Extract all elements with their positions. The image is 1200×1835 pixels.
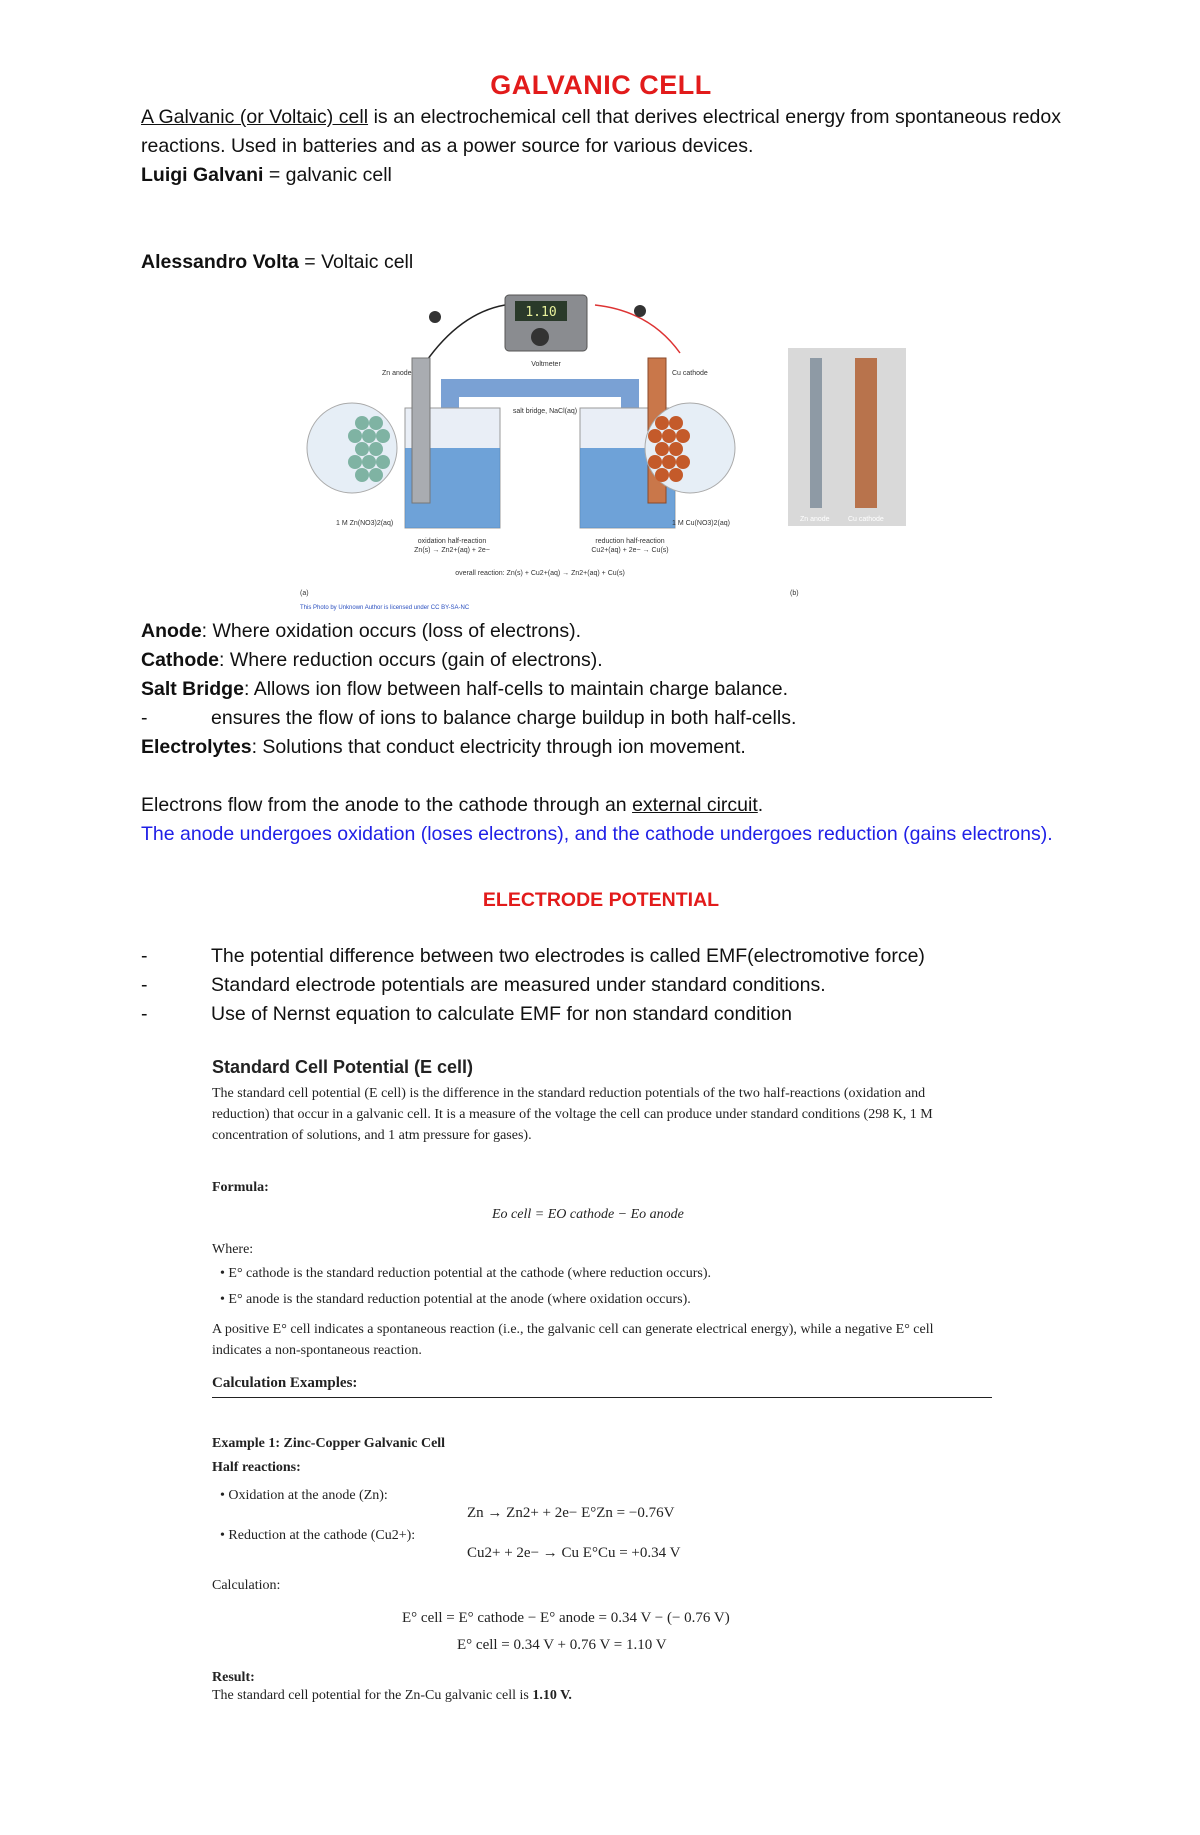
external-circuit-term: external circuit xyxy=(632,794,758,816)
volta-name: Alessandro Volta xyxy=(141,251,299,273)
definition-anode xyxy=(141,617,1061,646)
right-solution-label: 1 M Cu(NO3)2(aq) xyxy=(672,520,730,527)
spacer xyxy=(141,219,1061,248)
calculation-rule xyxy=(212,1397,992,1398)
reduction-text: Reduction at the cathode (Cu2+): xyxy=(228,1528,416,1543)
intro-text: is an electrochemical cell that derives electrical energy from spontaneous redox reactions. Used in batteries and as a power source for various devices. xyxy=(141,106,1061,157)
photo-cu-label: Cu cathode xyxy=(848,516,884,523)
standard-cell-heading: Standard Cell Potential (E cell) xyxy=(212,1057,474,1077)
zn-anode-label: Zn anode xyxy=(382,370,412,377)
result-line xyxy=(212,1685,572,1706)
definition-term: Anode xyxy=(141,620,202,642)
definition-electrolytes xyxy=(141,733,1061,762)
page-title: GALVANIC CELL xyxy=(490,70,712,100)
electron-icon xyxy=(429,311,441,323)
where-label: Where: xyxy=(212,1242,254,1257)
reduction-label: reduction half-reaction xyxy=(595,538,665,545)
reduction-equation-text: Cu2+ + 2e− → Cu E°Cu = +0.34 V xyxy=(467,1545,681,1561)
oxidation-equation-text: Zn → Zn2+ + 2e− E°Zn = −0.76V xyxy=(467,1505,675,1521)
example-title: Example 1: Zinc-Copper Galvanic Cell xyxy=(212,1436,446,1451)
where-item-anode: • E° anode is the standard reduction potential at the anode (where oxidation occurs). xyxy=(220,1292,691,1307)
figure-caption: This Photo by Unknown Author is licensed under CC BY-SA-NC xyxy=(300,605,470,611)
definition-term: Salt Bridge xyxy=(141,678,244,700)
bullet-item xyxy=(141,1000,1061,1029)
spacer xyxy=(141,762,1061,791)
oxidation-equation: Zn(s) → Zn2+(aq) + 2e− xyxy=(414,547,490,554)
bullet-text: The potential difference between two electrodes is called EMF(electromotive force) xyxy=(211,945,925,967)
result-text: The standard cell potential for the Zn-Cu galvanic cell is xyxy=(212,1688,533,1703)
definition-text: : Where reduction occurs (gain of electrons). xyxy=(219,649,603,671)
definition-text: : Allows ion flow between half-cells to maintain charge balance. xyxy=(243,678,789,700)
zinc-rod-photo xyxy=(810,358,822,508)
calculation-label: Calculation: xyxy=(212,1578,281,1593)
bullet-text: ensures the flow of ions to balance charge buildup in both half-cells. xyxy=(211,707,797,729)
dash-marker: - xyxy=(141,974,148,996)
bullet-text: Standard electrode potentials are measured under standard conditions. xyxy=(211,974,826,996)
standard-cell-para: The standard cell potential (E cell) is the difference in the standard reduction potentials of the two half-reactions (oxidation and reduction) that occur in a galvanic cell. It is a measure of the voltage the cell can produce under standard conditions (298 K, 1 M concentration of solutions, and 1 atm pressure for gases). xyxy=(212,1086,933,1143)
panel-b-label: (b) xyxy=(790,590,799,597)
formula-label: Formula: xyxy=(212,1180,269,1195)
photo-zn-label: Zn anode xyxy=(800,516,830,523)
electron-flow-line xyxy=(141,791,1061,820)
calculation-line-1: E° cell = E° cathode − E° anode = 0.34 V − (− 0.76 V) xyxy=(402,1610,730,1626)
bullet-item xyxy=(141,971,1061,1000)
calculation-heading: Calculation Examples: xyxy=(212,1375,358,1391)
spacer xyxy=(141,190,1061,219)
definition-text: : Solutions that conduct electricity through ion movement. xyxy=(251,736,746,758)
voltmeter-dial xyxy=(531,328,549,346)
voltmeter-label: Voltmeter xyxy=(531,361,561,368)
dash-marker: - xyxy=(141,707,148,729)
voltmeter-reading: 1.10 xyxy=(525,305,557,320)
oxidation-text: Oxidation at the anode (Zn): xyxy=(228,1488,388,1503)
definition-text: : Where oxidation occurs (loss of electrons). xyxy=(201,620,581,642)
zinc-zoom xyxy=(307,403,397,493)
definition-term: Electrolytes xyxy=(141,736,252,758)
flow-end: . xyxy=(757,794,764,816)
reduction-equation: Cu2+(aq) + 2e− → Cu(s) xyxy=(591,547,669,554)
definition-cathode xyxy=(141,646,1061,675)
where-text: E° cathode is the standard reduction potential at the cathode (where reduction occurs). xyxy=(228,1266,711,1281)
galvanic-cell-figure xyxy=(300,293,908,611)
copper-rod-photo xyxy=(855,358,877,508)
electrode-potential-heading: ELECTRODE POTENTIAL xyxy=(482,889,720,911)
electrode-photo xyxy=(788,348,906,526)
oxidation-label: oxidation half-reaction xyxy=(417,538,487,545)
galvani-name: Luigi Galvani xyxy=(141,164,264,186)
result-value: 1.10 V. xyxy=(532,1688,572,1703)
panel-a-label: (a) xyxy=(300,590,309,597)
result-label: Result: xyxy=(212,1670,255,1685)
flow-text: Electrons flow from the anode to the cathode through an xyxy=(141,794,633,816)
where-text: E° anode is the standard reduction potential at the anode (where oxidation occurs). xyxy=(228,1292,691,1307)
volta-text: = Voltaic cell xyxy=(298,251,414,273)
bullet-text: Use of Nernst equation to calculate EMF for non standard condition xyxy=(211,1003,792,1025)
calculation-line-2: E° cell = 0.34 V + 0.76 V = 1.10 V xyxy=(457,1637,667,1653)
intro-paragraph xyxy=(141,103,1061,161)
oxidation-item: • Oxidation at the anode (Zn): xyxy=(220,1488,388,1503)
dash-marker: - xyxy=(141,945,148,967)
zinc-electrode xyxy=(412,358,430,503)
salt-bridge-label: salt bridge, NaCl(aq) xyxy=(512,408,578,415)
formula-equation: Eo cell = EO cathode − Eo anode xyxy=(492,1207,684,1222)
definition-salt-bridge xyxy=(141,675,1061,704)
where-item-cathode: • E° cathode is the standard reduction potential at the cathode (where reduction occurs). xyxy=(220,1266,711,1281)
definition-term: Cathode xyxy=(141,649,219,671)
cu-cathode-label: Cu cathode xyxy=(672,370,708,377)
overall-reaction: overall reaction: Zn(s) + Cu2+(aq) → Zn2+(aq) + Cu(s) xyxy=(455,570,625,577)
volta-line xyxy=(141,248,1061,277)
left-solution-label: 1 M Zn(NO3)2(aq) xyxy=(336,520,394,527)
reduction-item: • Reduction at the cathode (Cu2+): xyxy=(220,1528,416,1543)
electron-icon xyxy=(634,305,646,317)
intro-term: A Galvanic (or Voltaic) cell xyxy=(141,106,369,128)
bullet-item xyxy=(141,942,1061,971)
salt-bridge-bullet xyxy=(141,704,1061,733)
blue-note: The anode undergoes oxidation (loses electrons), and the cathode undergoes reduction (gains electrons). xyxy=(141,823,1053,845)
dash-marker: - xyxy=(141,1003,148,1025)
galvani-line xyxy=(141,161,1061,190)
positive-note: A positive E° cell indicates a spontaneous reaction (i.e., the galvanic cell can generate electrical energy), while a negative E° cell indicates a non-spontaneous reaction. xyxy=(212,1322,934,1358)
half-reactions-label: Half reactions: xyxy=(212,1460,301,1475)
galvani-text: = galvanic cell xyxy=(263,164,392,186)
